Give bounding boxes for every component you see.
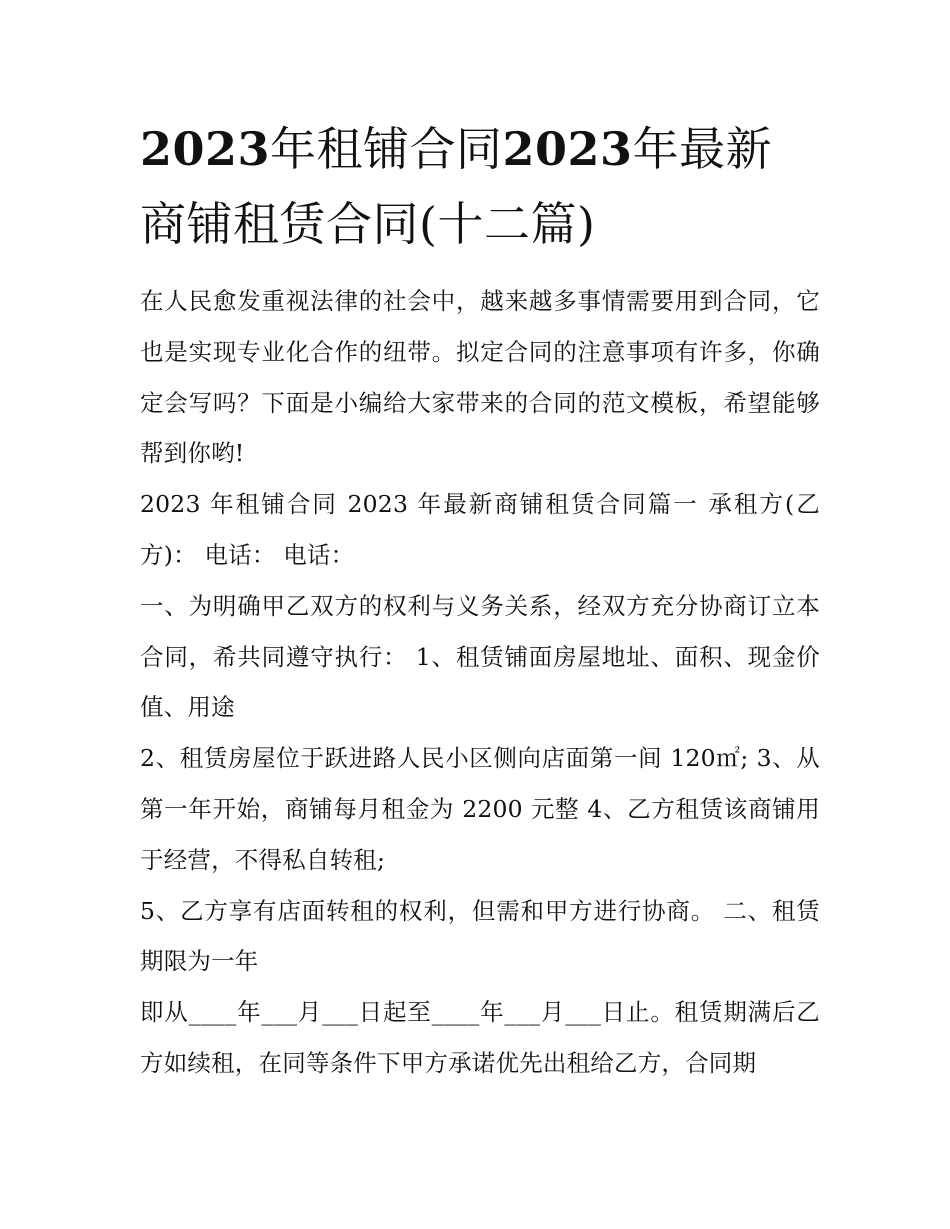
paragraph-clause-5: 5、乙方享有店面转租的权利，但需和甲方进行协商。 二、租赁期限为一年: [140, 896, 820, 976]
title-year-1: 2023: [140, 122, 271, 176]
document-title: [140, 112, 820, 262]
paragraph-term: 即从____年___月___日起至____年___月___日止。租赁期满后乙方如续租，在同等条件下甲方承诺优先出租给乙方，合同期: [140, 998, 820, 1077]
paragraph-clause-2: 2、租赁房屋位于跃进路人民小区侧向店面第一间 120㎡; 3、从第一年开始，商铺每月租金为 2200 元整 4、乙方租赁该商铺用于经营，不得私自转租;: [140, 744, 820, 874]
paragraph-clause-1: 一、为明确甲乙双方的权利与义务关系，经双方充分协商订立本合同，希共同遵守执行： 1、租赁铺面房屋地址、面积、现金价值、用途: [140, 591, 820, 722]
title-text-1: 年租铺合同: [270, 122, 503, 176]
title-text-2: 年最新: [632, 122, 773, 176]
paragraph-heading: 2023 年租铺合同 2023 年最新商铺租赁合同篇一 承租方(乙方)： 电话： 电话：: [140, 490, 820, 569]
document-body: [140, 276, 820, 1089]
title-line-2: 商铺租赁合同(十二篇): [140, 197, 596, 251]
paragraph-intro: 在人民愈发重视法律的社会中，越来越多事情需要用到合同，它也是实现专业化合作的纽带。拟定合同的注意事项有许多，你确定会写吗？下面是小编给大家带来的合同的范文模板，希望能够帮到你哟!: [140, 287, 820, 468]
title-year-2: 2023: [502, 122, 633, 176]
